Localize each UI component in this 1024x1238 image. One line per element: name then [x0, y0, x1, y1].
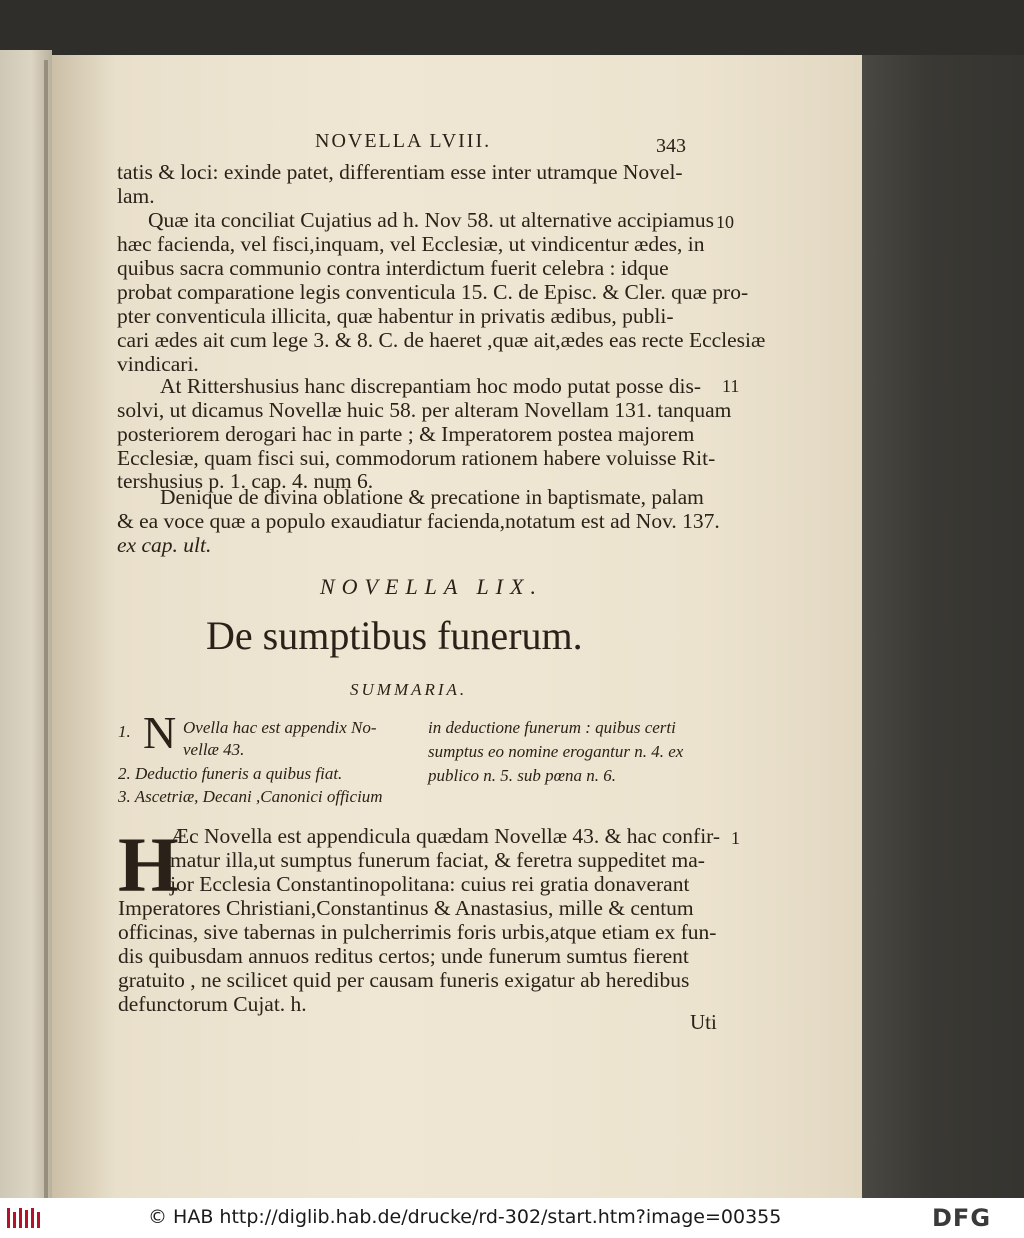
text-line: tatis & loci: exinde patet, differentiam esse inter utramque Novel- — [117, 160, 683, 184]
summary-item: Ovella hac est appendix No- — [183, 718, 377, 737]
text-line: quibus sacra communio contra interdictum fuerit celebra : idque — [117, 256, 669, 280]
text-line: ex cap. ult. — [117, 533, 212, 557]
margin-number: 10 — [716, 212, 734, 232]
summary-item: publico n. 5. sub pœna n. 6. — [428, 766, 616, 785]
running-head: NOVELLA LVIII. — [315, 130, 492, 152]
drop-cap: H — [118, 821, 179, 908]
hab-logo-icon — [6, 1206, 44, 1230]
summary-item: 3. Ascetriæ, Decani ,Canonici officium — [118, 787, 383, 806]
text-line: At Rittershusius hanc discrepantiam hoc modo putat posse dis- — [160, 374, 701, 398]
text-line: lam. — [117, 184, 155, 208]
text-line: Ecclesiæ, quam fisci sui, commodorum rationem habere voluisse Rit- — [117, 446, 716, 470]
section-heading: NOVELLA LIX. — [320, 574, 543, 599]
summary-item: sumptus eo nomine erogantur n. 4. ex — [428, 742, 684, 761]
margin-number: 1 — [731, 828, 740, 848]
viewer-background — [862, 55, 1024, 1198]
page-number: 343 — [656, 135, 686, 157]
text-line: posteriorem derogari hac in parte ; & Imperatorem postea majorem — [117, 422, 695, 446]
text-line: dis quibusdam annuos reditus certos; unde funerum sumtus fierent — [118, 944, 689, 968]
text-line: jor Ecclesia Constantinopolitana: cuius rei gratia donaverant — [170, 872, 690, 896]
summary-item: vellæ 43. — [183, 740, 245, 759]
margin-number: 11 — [722, 376, 740, 396]
text-line: Denique de divina oblatione & precatione in baptismate, palam — [160, 485, 704, 509]
text-line: matur illa,ut sumptus funerum faciat, & feretra suppeditet ma- — [170, 848, 705, 872]
text-line: officinas, sive tabernas in pulcherrimis foris urbis,atque etiam ex fun- — [118, 920, 717, 944]
text-line: pter conventicula illicita, quæ habentur in privatis ædibus, publi- — [117, 304, 674, 328]
chapter-title: De sumptibus funerum. — [206, 613, 583, 658]
summary-item: 2. Deductio funeris a quibus fiat. — [118, 764, 343, 783]
text-line: cari ædes ait cum lege 3. & 8. C. de haeret ,quæ ait,ædes eas recte Ecclesiæ — [117, 328, 766, 352]
text-line: Æc Novella est appendicula quædam Novellæ 43. & hac confir- — [170, 824, 721, 848]
summary-item: in deductione funerum : quibus certi — [428, 718, 676, 737]
text-line: vindicari. — [117, 352, 199, 376]
catchword: Uti — [690, 1010, 717, 1034]
text-line: defunctorum Cujat. h. — [118, 992, 307, 1016]
text-line: & ea voce quæ a populo exaudiatur facienda,notatum est ad Nov. 137. — [117, 509, 720, 533]
dfg-logo: DFG — [932, 1204, 992, 1232]
text-line: Quæ ita conciliat Cujatius ad h. Nov 58. ut alternative accipiamus — [148, 208, 715, 232]
text-line: probat comparatione legis conventicula 15. C. de Episc. & Cler. quæ pro- — [117, 280, 749, 304]
text-line: hæc facienda, vel fisci,inquam, vel Ecclesiæ, ut vindicentur ædes, in — [117, 232, 705, 256]
summary-number: 1. — [118, 722, 131, 741]
summaria-heading: SUMMARIA. — [350, 680, 468, 699]
text-line: solvi, ut dicamus Novellæ huic 58. per alteram Novellam 131. tanquam — [117, 398, 732, 422]
page-gutter-shadow — [44, 60, 48, 1198]
text-line: tershusius p. 1. cap. 4. num 6. — [117, 469, 374, 493]
initial-letter: N — [143, 707, 177, 758]
text-line: Imperatores Christiani,Constantinus & Anastasius, mille & centum — [118, 896, 694, 920]
footer-bar — [0, 1198, 1024, 1238]
copyright-link[interactable]: © HAB http://diglib.hab.de/drucke/rd-302/start.htm?image=00355 — [148, 1206, 782, 1228]
text-line: gratuito , ne scilicet quid per causam funeris exigatur ab heredibus — [118, 968, 690, 992]
